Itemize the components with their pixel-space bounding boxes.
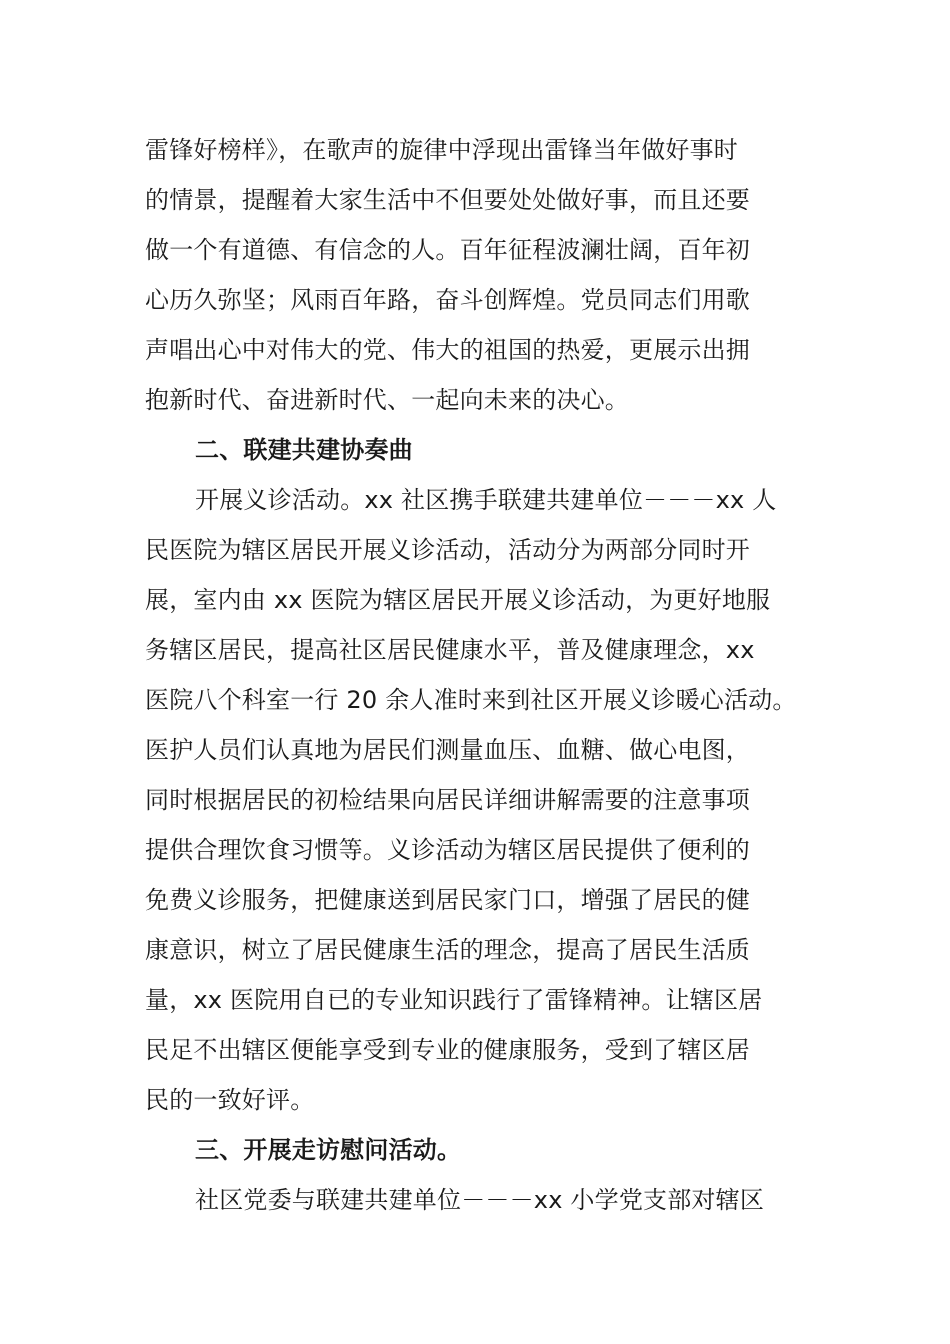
section-heading: 三、开展走访慰问活动。 — [195, 1136, 462, 1164]
text-line: 展，室内由 xx 医院为辖区居民开展义诊活动，为更好地服 — [145, 586, 771, 614]
text-line: 声唱出心中对伟大的党、伟大的祖国的热爱，更展示出拥 — [145, 336, 750, 364]
text-line: 务辖区居民，提高社区居民健康水平，普及健康理念，xx — [145, 636, 755, 664]
text-line: 民医院为辖区居民开展义诊活动，活动分为两部分同时开 — [145, 536, 750, 564]
text-line: 免费义诊服务，把健康送到居民家门口，增强了居民的健 — [145, 886, 750, 914]
text-line: 同时根据居民的初检结果向居民详细讲解需要的注意事项 — [145, 786, 750, 814]
text-line: 雷锋好榜样》，在歌声的旋律中浮现出雷锋当年做好事时 — [145, 136, 738, 164]
text-line: 医护人员们认真地为居民们测量血压、血糖、做心电图， — [145, 736, 750, 764]
text-line: 社区党委与联建共建单位－－－xx 小学党支部对辖区 — [195, 1186, 765, 1214]
text-line: 抱新时代、奋进新时代、一起向未来的决心。 — [145, 386, 629, 414]
text-line: 的情景，提醒着大家生活中不但要处处做好事，而且还要 — [145, 186, 750, 214]
text-line: 心历久弥坚；风雨百年路，奋斗创辉煌。党员同志们用歌 — [145, 286, 750, 314]
text-line: 民的一致好评。 — [145, 1086, 315, 1114]
text-line: 提供合理饮食习惯等。义诊活动为辖区居民提供了便利的 — [145, 836, 750, 864]
text-line: 量，xx 医院用自已的专业知识践行了雷锋精神。让辖区居 — [145, 986, 763, 1014]
text-line: 做一个有道德、有信念的人。百年征程波澜壮阔，百年初 — [145, 236, 750, 264]
text-line: 康意识，树立了居民健康生活的理念，提高了居民生活质 — [145, 936, 750, 964]
text-line: 民足不出辖区便能享受到专业的健康服务，受到了辖区居 — [145, 1036, 750, 1064]
text-line: 医院八个科室一行 20 余人准时来到社区开展义诊暖心活动。 — [145, 686, 797, 714]
text-line: 开展义诊活动。xx 社区携手联建共建单位－－－xx 人 — [195, 486, 777, 514]
section-heading: 二、联建共建协奏曲 — [195, 436, 413, 464]
